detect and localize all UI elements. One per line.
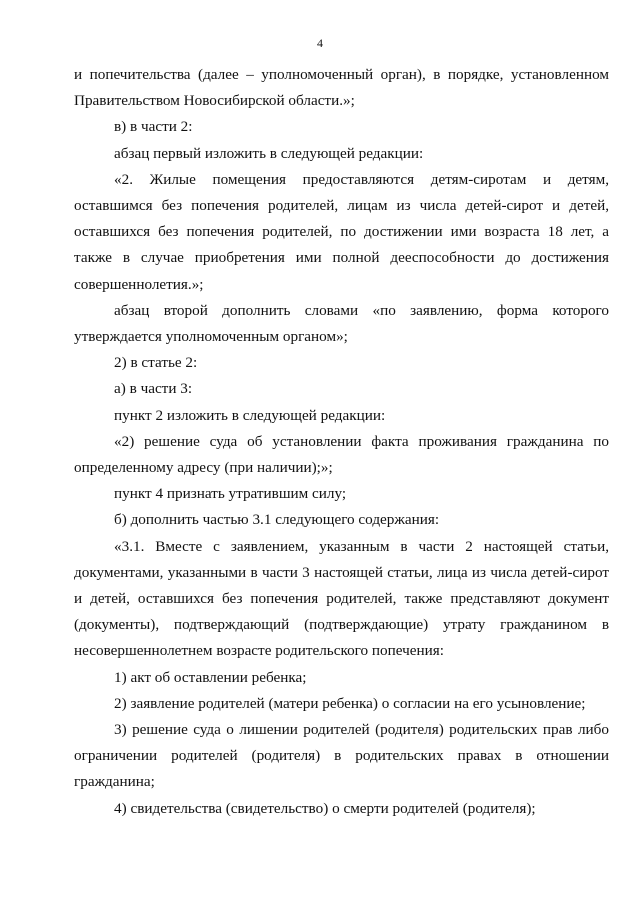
paragraph: и попечительства (далее – уполномоченный орган), в порядке, установленном Правительством Новосибирской области.»; [74,66,609,110]
paragraph: «2) решение суда об установлении факта проживания гражданина по определенному адресу (при наличии);»; [74,432,609,477]
paragraph: 4) свидетельства (свидетельство) о смерти родителей (родителя); [114,799,536,817]
paragraph: а) в части 3: [114,380,193,398]
page-number: 4 [317,36,323,50]
paragraph: пункт 4 признать утратившим силу; [114,485,347,503]
paragraph: в) в части 2: [114,118,193,136]
paragraph: 2) в статье 2: [114,354,198,372]
paragraph: абзац первый изложить в следующей редакции: [114,144,424,162]
paragraph: «2. Жилые помещения предоставляются детям-сиротам и детям, оставшимся без попечения родителей, лицам из числа детей-сирот и детей, оставшихся без попечения родителей, по достижении ими возраста 18 лет, а также в случае приобретения ими полной дееспособности до достижения совершеннолетия.»; [74,170,609,293]
paragraph: пункт 2 изложить в следующей редакции: [114,406,386,424]
paragraph: 1) акт об оставлении ребенка; [114,668,307,686]
paragraph: 3) решение суда о лишении родителей (родителя) родительских прав либо ограничении родителей (родителя) в родительских правах в отношении гражданина; [74,721,609,791]
paragraph: 2) заявление родителей (матери ребенка) о согласии на его усыновление; [114,694,586,712]
paragraph: абзац второй дополнить словами «по заявлению, форма которого утверждается уполномоченным органом»; [74,301,609,346]
paragraph: б) дополнить частью 3.1 следующего содержания: [114,511,440,529]
paragraph: «3.1. Вместе с заявлением, указанным в части 2 настоящей статьи, документами, указанными в части 3 настоящей статьи, лица из числа детей-сирот и детей, оставшихся без попечения родителей, также представляют документ (документы), подтверждающий (подтверждающие) утрату гражданином в несовершеннолетнем возрасте родительского попечения: [74,537,609,660]
document-body [74,62,609,822]
